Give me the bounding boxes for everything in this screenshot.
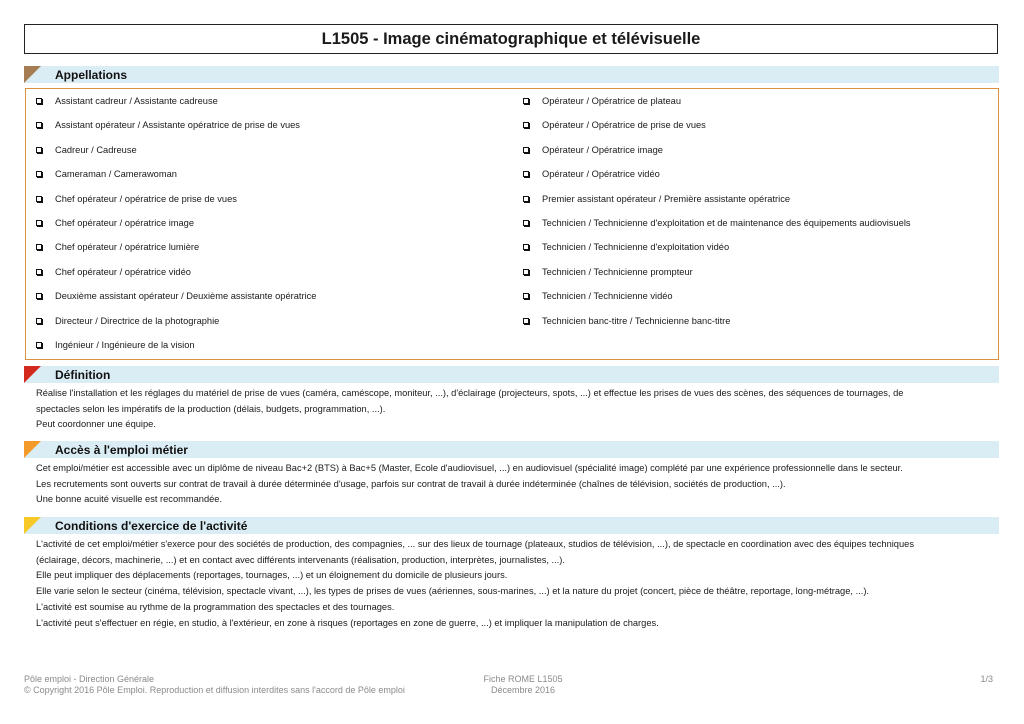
- checkbox-bullet-icon: [523, 318, 529, 324]
- appellation-item: [36, 191, 237, 207]
- footer-left: [24, 674, 405, 696]
- appellation-item: [523, 264, 693, 280]
- appellation-label: Technicien / Technicienne d'exploitation vidéo: [542, 242, 730, 253]
- appellation-label: Technicien / Technicienne d'exploitation et de maintenance des équipements audiovisuels: [542, 218, 911, 228]
- checkbox-bullet-icon: [523, 98, 529, 104]
- appellation-item: [36, 313, 219, 329]
- checkbox-bullet-icon: [36, 244, 42, 250]
- footer-date: Décembre 2016: [490, 685, 556, 695]
- definition-line: Peut coordonner une équipe.: [36, 419, 156, 430]
- appellation-label: Assistant opérateur / Assistante opératrice de prise de vues: [55, 120, 300, 131]
- section-marker-icon: [24, 66, 41, 83]
- conditions-line: Elle varie selon le secteur (cinéma, télévision, spectacle vivant, ...), les types de prises de vues (aériennes, sous-marines, ...) et la nature du projet (concert, pièce de théâtre, reportage, long-métrage, ...).: [36, 586, 869, 597]
- appellation-label: Chef opérateur / opératrice image: [55, 218, 195, 228]
- definition-line: Réalise l'installation et les réglages du matériel de prise de vues (caméra, caméscope, moniteur, ...), d'éclairage (projecteurs, spots, ...) et effectue les prises de vues des scènes, des séquences de tournages, de: [36, 388, 904, 398]
- checkbox-bullet-icon: [523, 122, 529, 128]
- acces-line: Une bonne acuité visuelle est recommandée.: [36, 494, 223, 505]
- appellation-item: [36, 142, 137, 158]
- checkbox-bullet-icon: [523, 147, 529, 153]
- appellation-label: Ingénieur / Ingénieure de la vision: [55, 340, 195, 350]
- definition-text: [36, 386, 976, 433]
- appellation-label: Opérateur / Opératrice vidéo: [542, 169, 660, 180]
- checkbox-bullet-icon: [36, 122, 42, 128]
- section-marker-icon: [24, 517, 41, 534]
- appellation-label: Deuxième assistant opérateur / Deuxième assistante opératrice: [55, 291, 317, 302]
- appellation-item: [36, 93, 218, 109]
- appellation-item: [36, 117, 300, 133]
- section-title-definition: Définition: [55, 367, 111, 382]
- appellation-label: Cadreur / Cadreuse: [55, 144, 137, 155]
- page-title: L1505 - Image cinématographique et télévisuelle: [24, 24, 998, 54]
- section-header-acces: [24, 441, 999, 458]
- section-title-conditions: Conditions d'exercice de l'activité: [55, 518, 248, 533]
- checkbox-bullet-icon: [523, 269, 529, 275]
- appellation-item: [36, 337, 195, 353]
- checkbox-bullet-icon: [36, 269, 42, 275]
- checkbox-bullet-icon: [36, 196, 42, 202]
- section-title-appellations: Appellations: [55, 67, 128, 82]
- appellation-item: [523, 166, 660, 182]
- conditions-line: L'activité peut s'effectuer en régie, en studio, à l'extérieur, en zone à risques (reportages en zone de guerre, ...) et impliquer la manipulation de charges.: [36, 617, 659, 628]
- appellation-item: [523, 117, 706, 133]
- appellation-label: Chef opérateur / opératrice de prise de vues: [55, 193, 237, 204]
- checkbox-bullet-icon: [523, 220, 529, 226]
- appellation-item: [523, 239, 729, 255]
- checkbox-bullet-icon: [36, 147, 42, 153]
- appellation-label: Chef opérateur / opératrice lumière: [55, 242, 200, 253]
- acces-text: [36, 461, 976, 508]
- section-title-acces: Accès à l'emploi métier: [55, 442, 188, 457]
- conditions-text: [36, 537, 976, 631]
- definition-line: spectacles selon les impératifs de la production (délais, budgets, programmation, ...).: [36, 403, 386, 414]
- appellation-item: [523, 288, 673, 304]
- appellation-item: [523, 93, 681, 109]
- checkbox-bullet-icon: [36, 318, 42, 324]
- footer-page-number: 1/3: [980, 674, 993, 684]
- appellation-label: Opérateur / Opératrice image: [542, 144, 663, 155]
- appellation-item: [36, 166, 177, 182]
- section-header-appellations: [24, 66, 999, 83]
- checkbox-bullet-icon: [36, 342, 42, 348]
- conditions-line: (éclairage, décors, machinerie, ...) et en contact avec différents intervenants (réalisation, production, interprètes, journalistes, ...).: [36, 554, 565, 565]
- appellation-item: [36, 288, 316, 304]
- footer-org: Pôle emploi - Direction Générale: [24, 674, 155, 684]
- appellation-label: Assistant cadreur / Assistante cadreuse: [55, 96, 218, 106]
- checkbox-bullet-icon: [523, 293, 529, 299]
- section-header-definition: [24, 366, 999, 383]
- checkbox-bullet-icon: [523, 244, 529, 250]
- footer-center: [470, 674, 576, 696]
- conditions-line: L'activité est soumise au rythme de la programmation des spectacles et des tournages.: [36, 601, 395, 612]
- appellation-item: [523, 191, 790, 207]
- appellation-label: Opérateur / Opératrice de plateau: [542, 96, 682, 106]
- acces-line: Cet emploi/métier est accessible avec un diplôme de niveau Bac+2 (BTS) à Bac+5 (Master, Ecole d'audiovisuel, ...) en audiovisuel (spécialité image) complété par une expérience professionnelle dans le secteur.: [36, 463, 903, 473]
- appellation-item: [523, 313, 730, 329]
- checkbox-bullet-icon: [36, 171, 42, 177]
- appellation-label: Cameraman / Camerawoman: [55, 169, 177, 180]
- footer-fiche: Fiche ROME L1505: [483, 674, 563, 684]
- checkbox-bullet-icon: [36, 293, 42, 299]
- section-marker-icon: [24, 441, 41, 458]
- appellation-label: Directeur / Directrice de la photographie: [55, 315, 220, 326]
- appellation-item: [523, 215, 911, 231]
- acces-line: Les recrutements sont ouverts sur contrat de travail à durée déterminée d'usage, parfois sur contrat de travail à durée indéterminée (chaînes de télévision, sociétés de production, ...).: [36, 478, 786, 489]
- appellation-label: Technicien banc-titre / Technicienne banc-titre: [542, 315, 731, 326]
- appellation-item: [523, 142, 663, 158]
- appellation-label: Technicien / Technicienne prompteur: [542, 266, 693, 277]
- appellation-item: [36, 215, 194, 231]
- appellation-item: [36, 264, 191, 280]
- checkbox-bullet-icon: [523, 196, 529, 202]
- conditions-line: Elle peut impliquer des déplacements (reportages, tournages, ...) et un éloignement du domicile de plusieurs jours.: [36, 570, 508, 581]
- appellations-list: [25, 88, 999, 360]
- appellation-label: Technicien / Technicienne vidéo: [542, 291, 673, 302]
- checkbox-bullet-icon: [523, 171, 529, 177]
- checkbox-bullet-icon: [36, 98, 42, 104]
- appellation-item: [36, 239, 199, 255]
- section-header-conditions: [24, 517, 999, 534]
- footer-copyright: © Copyright 2016 Pôle Emploi. Reproduction et diffusion interdites sans l'accord de Pôle emploi: [24, 685, 405, 695]
- checkbox-bullet-icon: [36, 220, 42, 226]
- section-marker-icon: [24, 366, 41, 383]
- appellation-label: Premier assistant opérateur / Première assistante opératrice: [542, 193, 791, 204]
- appellation-label: Opérateur / Opératrice de prise de vues: [542, 120, 706, 131]
- conditions-line: L'activité de cet emploi/métier s'exerce pour des sociétés de production, des compagnies, ... sur des lieux de tournage (plateaux, studios de télévision, ...), de spectacle en coordination avec des équipes techniques: [36, 539, 914, 549]
- appellation-label: Chef opérateur / opératrice vidéo: [55, 266, 191, 277]
